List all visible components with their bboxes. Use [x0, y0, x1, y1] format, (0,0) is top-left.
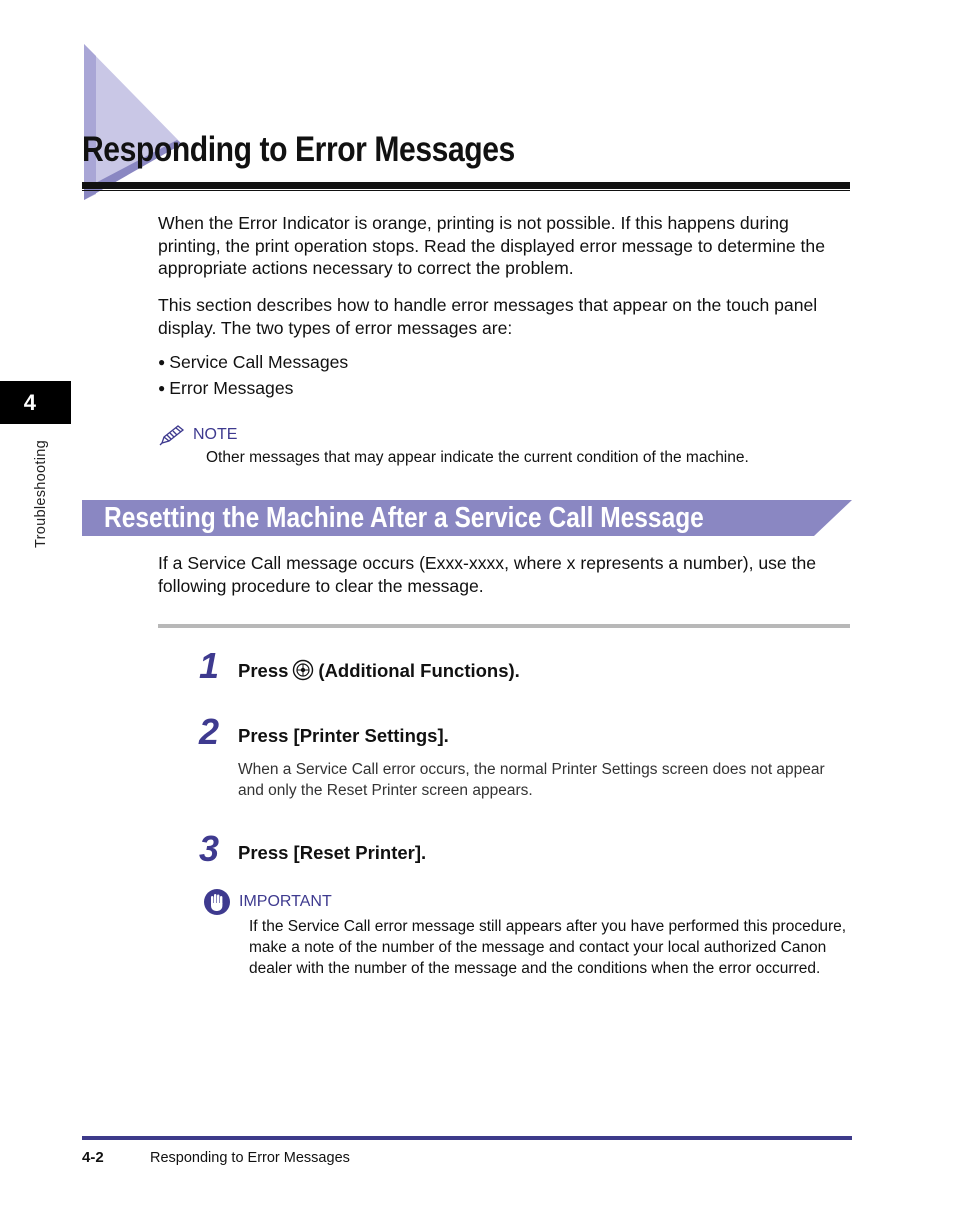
step-number: 2 — [199, 711, 220, 752]
step-number: 3 — [199, 828, 220, 869]
note-heading — [159, 424, 237, 446]
bullet-dot: ● — [158, 381, 166, 395]
intro-paragraph-1: When the Error Indicator is orange, printing is not possible. If this happens during printing, the print operation stops. Read the displayed error message to determine the appropriate actions necessary to correct the problem. — [158, 213, 825, 278]
step-1-text — [238, 659, 520, 682]
list-item — [158, 378, 293, 399]
list-item — [158, 352, 348, 373]
intro-paragraph-2: This section describes how to handle error messages that appear on the touch panel display. The two types of error messages are: — [158, 295, 818, 338]
important-heading — [203, 888, 332, 916]
step-1-text-before: Press — [238, 660, 289, 681]
chapter-number: 4 — [23, 390, 36, 415]
additional-functions-icon — [292, 659, 314, 681]
title-rule-thin — [82, 190, 850, 191]
step-3-text: Press [Reset Printer]. — [238, 842, 427, 863]
chapter-label: Troubleshooting — [33, 440, 49, 548]
footer-page-number: 4-2 — [82, 1149, 104, 1166]
step-number: 1 — [199, 645, 220, 686]
section-title: Resetting the Machine After a Service Call Message — [104, 502, 704, 534]
title-rule — [82, 182, 850, 189]
stop-hand-icon — [203, 888, 231, 916]
note-text: Other messages that may appear indicate the current condition of the machine. — [206, 449, 749, 466]
important-label: IMPORTANT — [239, 893, 332, 910]
step-2-description: When a Service Call error occurs, the normal Printer Settings screen does not appear and only the Reset Printer screen appears. — [238, 761, 825, 799]
procedure-divider — [158, 624, 850, 628]
page-title: Responding to Error Messages — [82, 130, 515, 169]
title-triangle-decoration — [82, 44, 192, 204]
step-1-text-after: (Additional Functions). — [318, 660, 520, 681]
note-label: NOTE — [193, 426, 238, 443]
section-intro: If a Service Call message occurs (Exxx-xxxx, where x represents a number), use the following procedure to clear the message. — [158, 553, 817, 596]
footer-section-title: Responding to Error Messages — [150, 1150, 350, 1166]
important-text: If the Service Call error message still appears after you have performed this procedure, make a note of the number of the message and contact your local authorized Canon dealer with the number of the message and the conditions when the error occurred. — [249, 918, 847, 977]
step-2-text: Press [Printer Settings]. — [238, 725, 449, 746]
chapter-tab — [0, 381, 71, 424]
list-item-label: Error Messages — [169, 378, 294, 398]
footer-rule — [82, 1136, 852, 1140]
pencil-icon — [159, 424, 185, 446]
list-item-label: Service Call Messages — [169, 352, 349, 372]
bullet-dot: ● — [158, 355, 166, 369]
